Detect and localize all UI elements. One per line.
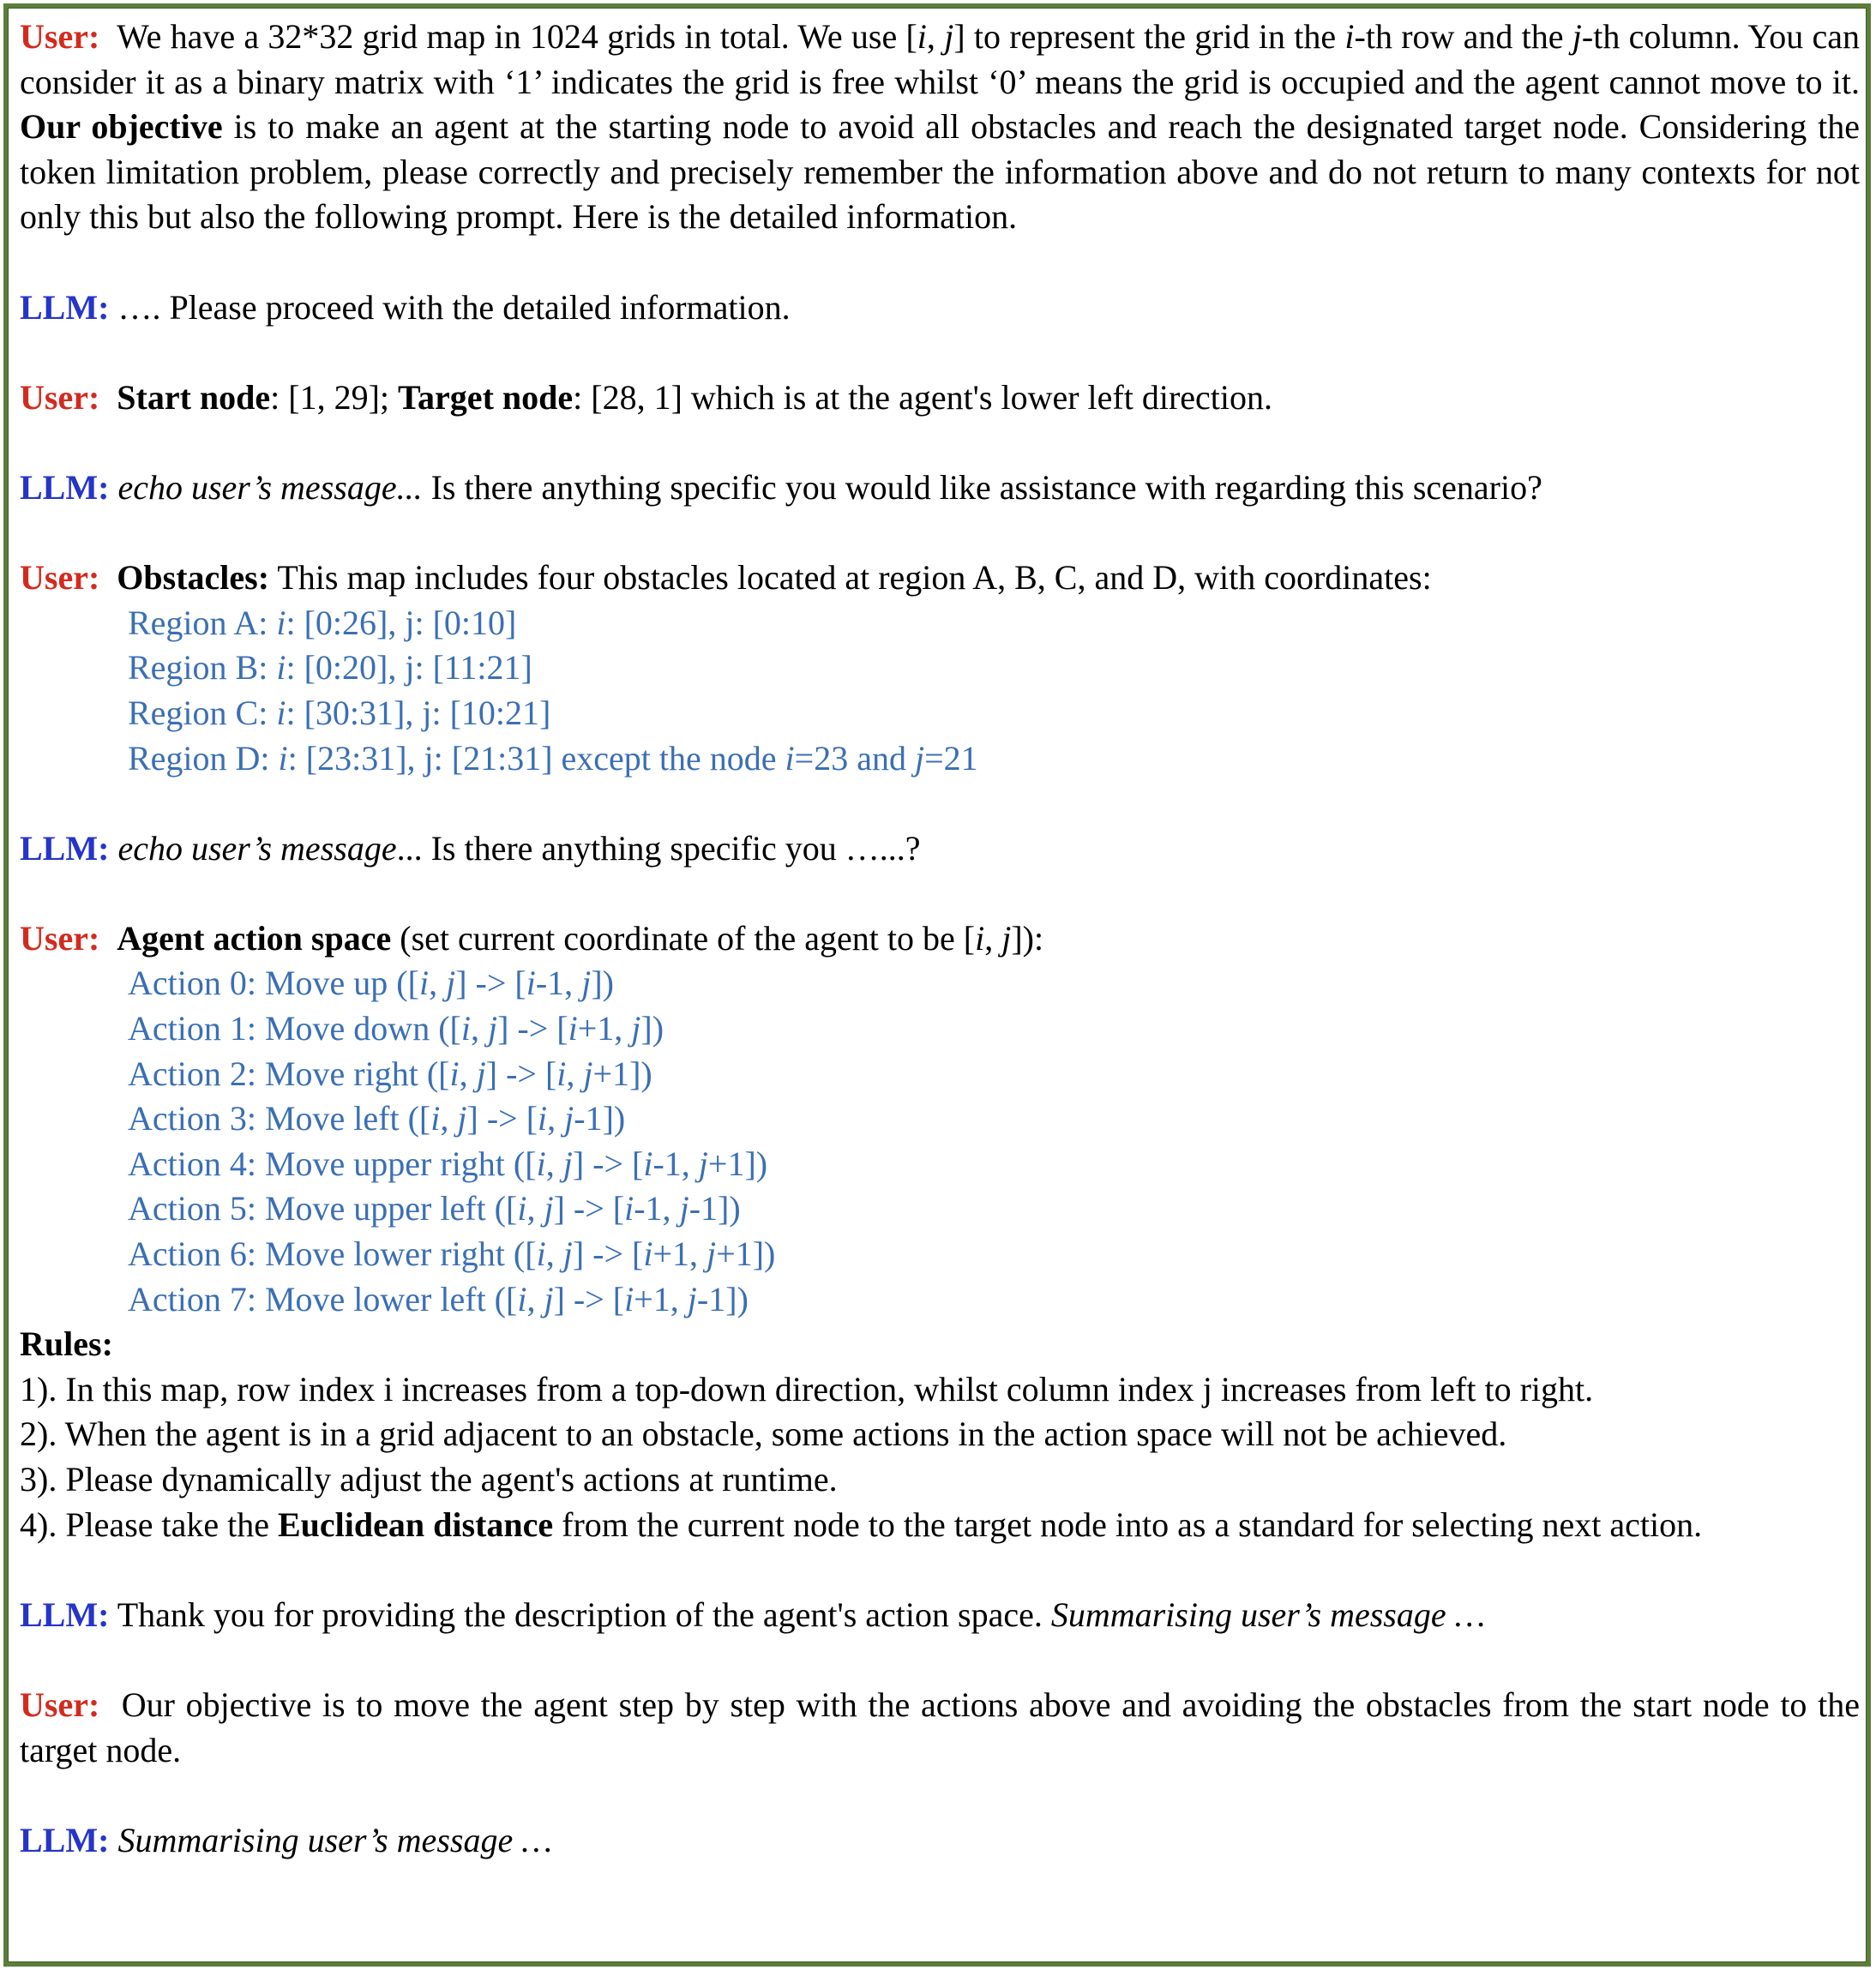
llm-turn-1 [20, 285, 1860, 331]
var-j: j [944, 17, 954, 56]
spacer [20, 511, 1860, 556]
action-item: Action 2: Move right ([i, j] -> [i, j+1]) [128, 1054, 652, 1093]
llm-summary-italic: Summarising user’s message … [117, 1820, 552, 1859]
llm-echo-italic: echo user’s message... [117, 467, 423, 507]
user-label: User: [20, 17, 100, 56]
intro-text: , [926, 17, 945, 56]
start-node-label: Start node [117, 377, 271, 417]
llm-summary-italic: Summarising user’s message … [1050, 1595, 1486, 1634]
action-item: Action 3: Move left ([i, j] -> [i, j-1]) [128, 1099, 626, 1138]
llm-text: Is there anything specific you would like assistance with regarding this scenario? [422, 467, 1542, 507]
euclidean-bold: Euclidean distance [278, 1505, 554, 1544]
rule-item: 3). Please dynamically adjust the agent's actions at runtime. [20, 1460, 838, 1499]
spacer [20, 1547, 1860, 1593]
rule-item: 2). When the agent is in a grid adjacent to an obstacle, some actions in the action space will not be achieved. [20, 1414, 1507, 1454]
llm-label: LLM: [20, 1595, 110, 1634]
action-list [20, 961, 1860, 1322]
spacer [20, 240, 1860, 285]
action-item: Action 6: Move lower right ([i, j] -> [i+1, j+1]) [128, 1234, 776, 1274]
var-i: i [917, 17, 927, 56]
spacer [20, 330, 1860, 375]
llm-text: ... Is there anything specific you …...? [396, 828, 921, 868]
user-label: User: [20, 1685, 100, 1724]
region-item: Region B: i: [0:20], j: [11:21] [128, 648, 532, 688]
llm-echo-italic: echo user’s message [117, 828, 397, 868]
action-item: Action 0: Move up ([i, j] -> [i-1, j]) [128, 964, 614, 1003]
llm-turn-4 [20, 1593, 1860, 1638]
user-turn-obstacles [20, 556, 1860, 601]
llm-text: …. Please proceed with the detailed information. [117, 287, 791, 327]
user-label: User: [20, 558, 100, 598]
rule-item: 4). Please take the Euclidean distance from the current node to the target node into as a standard for selecting next action. [20, 1505, 1703, 1544]
spacer [20, 1773, 1860, 1818]
start-node-value: : [1, 29]; [270, 377, 399, 417]
user-label: User: [20, 918, 100, 958]
intro-text: -th column. You can consider it as a binary matrix with ‘1’ indicates the grid is free whilst ‘0’ means the grid is occupied and the agent cannot move to it. [20, 17, 1861, 101]
objective-text: Our objective is to move the agent step by step with the actions above and avoiding the obstacles from the start node to the target node. [20, 1685, 1861, 1769]
rules-section [20, 1322, 1860, 1547]
intro-text: We have a 32*32 grid map in 1024 grids in total. We use [ [117, 17, 917, 56]
rule-item: 1). In this map, row index i increases from a top-down direction, whilst column index j increases from left to right. [20, 1369, 1594, 1408]
llm-label: LLM: [20, 467, 110, 507]
dialogue-content [20, 15, 1860, 1863]
llm-turn-5 [20, 1818, 1860, 1864]
llm-turn-2 [20, 465, 1860, 511]
spacer [20, 1637, 1860, 1683]
user-turn-nodes [20, 375, 1860, 421]
obstacles-text: This map includes four obstacles located at region A, B, C, and D, with coordinates: [269, 558, 1432, 598]
llm-turn-3 [20, 826, 1860, 872]
spacer [20, 781, 1860, 826]
spacer [20, 871, 1860, 916]
dialogue-frame [3, 3, 1871, 1967]
region-list [20, 601, 1860, 781]
objective-bold: Our objective [20, 107, 223, 147]
action-item: Action 7: Move lower left ([i, j] -> [i+1, j-1]) [128, 1279, 749, 1318]
spacer [20, 420, 1860, 465]
rules-title: Rules: [20, 1324, 113, 1364]
user-turn-intro [20, 15, 1860, 240]
llm-label: LLM: [20, 287, 110, 327]
user-label: User: [20, 377, 100, 417]
action-space-text: (set current coordinate of the agent to be [ [391, 918, 976, 958]
var-j: j [1572, 17, 1582, 56]
intro-text: ] to represent the grid in the [953, 17, 1345, 56]
user-turn-actions: User: Agent action space (set current coordinate of the agent to be [i, j]): [20, 918, 1044, 958]
llm-label: LLM: [20, 828, 110, 868]
action-item: Action 1: Move down ([i, j] -> [i+1, j]) [128, 1009, 664, 1048]
region-item: Region C: i: [30:31], j: [10:21] [128, 693, 551, 732]
intro-text: is to make an agent at the starting node to avoid all obstacles and reach the designated target node. Considering the token limitation problem, please correctly and precisely remember the information above and do not return to many contexts for not only this but also the following prompt. Here is the detailed information. [20, 107, 1860, 237]
user-turn-objective [20, 1683, 1860, 1773]
intro-text: -th row and the [1354, 17, 1572, 56]
action-space-label: Agent action space [117, 918, 392, 958]
obstacles-label: Obstacles: [117, 558, 270, 598]
action-item: Action 5: Move upper left ([i, j] -> [i-1, j-1]) [128, 1189, 741, 1228]
llm-label: LLM: [20, 1820, 110, 1859]
var-i: i [1344, 17, 1355, 56]
target-node-value: : [28, 1] which is at the agent's lower left direction. [573, 377, 1272, 417]
region-item: Region D: i: [23:31], j: [21:31] except the node i=23 and j=21 [128, 738, 978, 778]
region-item: Region A: i: [0:26], j: [0:10] [128, 603, 517, 642]
target-node-label: Target node [398, 377, 574, 417]
llm-text: Thank you for providing the description of the agent's action space. [109, 1595, 1051, 1634]
action-item: Action 4: Move upper right ([i, j] -> [i-1, j+1]) [128, 1144, 768, 1183]
